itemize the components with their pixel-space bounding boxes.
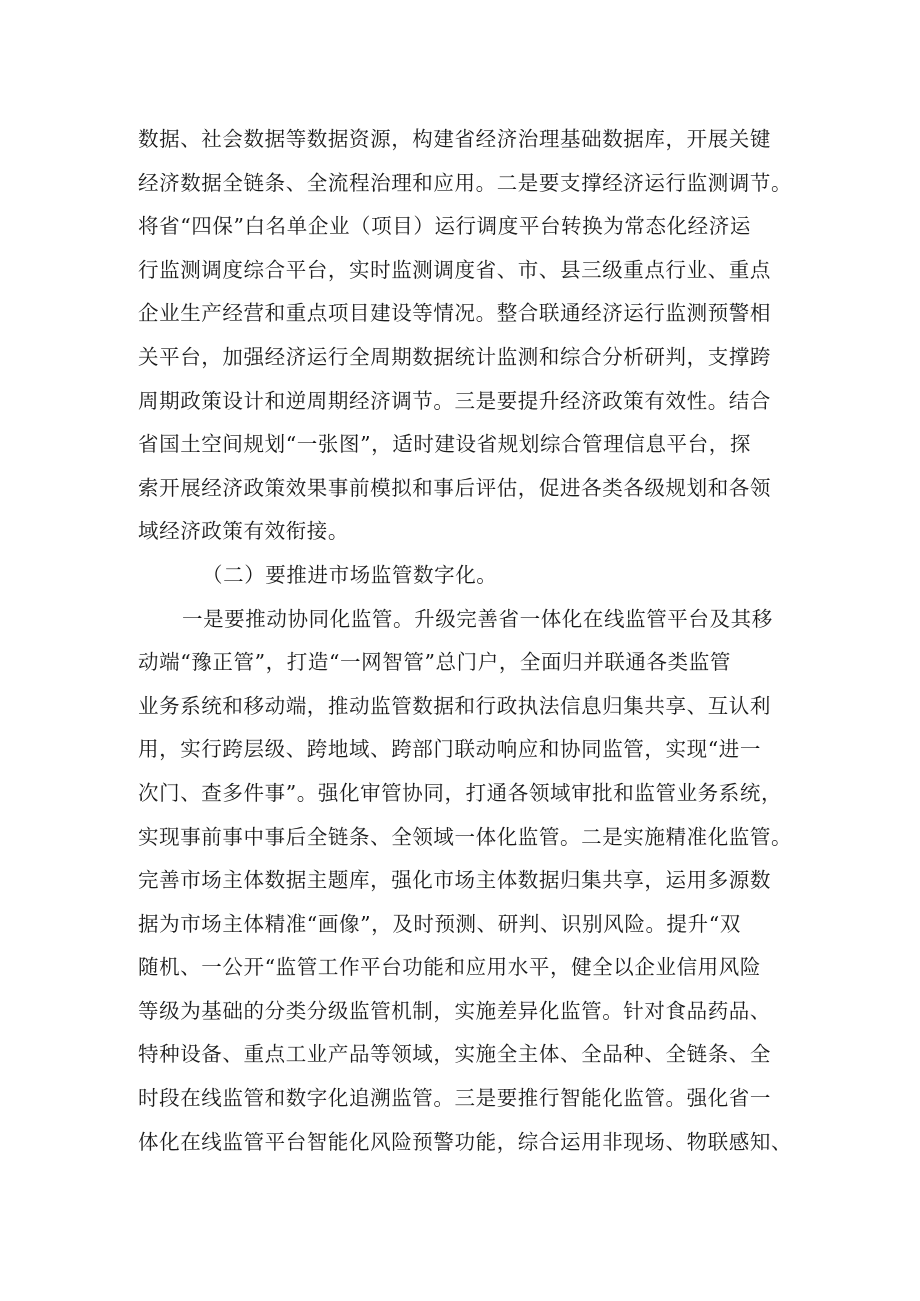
- paragraph-line: 经济数据全链条、全流程治理和应用。二是要支撑经济运行监测调节。: [138, 170, 793, 195]
- paragraph-line: 索开展经济政策效果事前模拟和事后评估，促进各类各级规划和各领: [138, 475, 771, 500]
- document-body: [138, 118, 798, 1164]
- paragraph-line: 行监测调度综合平台，实时监测调度省、市、县三级重点行业、重点: [138, 257, 771, 282]
- paragraph-line: 省国土空间规划“一张图”，适时建设省规划综合管理信息平台，探: [138, 432, 751, 457]
- paragraph-line: 一是要推动协同化监管。升级完善省一体化在线监管平台及其移: [182, 606, 773, 631]
- paragraph-line: 关平台，加强经济运行全周期数据统计监测和综合分析研判，支撑跨: [138, 344, 771, 369]
- paragraph-line: 等级为基础的分类分级监管机制，实施差异化监管。针对食品药品、: [138, 998, 771, 1023]
- paragraph-line: 实现事前事中事后全链条、全领域一体化监管。二是实施精准化监管。: [138, 824, 793, 849]
- paragraph-line: 企业生产经营和重点项目建设等情况。整合联通经济运行监测预警相: [138, 301, 771, 326]
- paragraph-line: 次门、查多件事”。强化审管协同，打通各领域审批和监管业务系统，: [138, 780, 783, 805]
- paragraph-line: 数据、社会数据等数据资源，构建省经济治理基础数据库，开展关键: [138, 127, 771, 151]
- paragraph-line: 将省“四保”白名单企业（项目）运行调度平台转换为常态化经济运: [138, 214, 751, 239]
- paragraph-line: 完善市场主体数据主题库，强化市场主体数据归集共享，运用多源数: [138, 868, 771, 893]
- paragraph-line: 动端“豫正管”，打造“一网智管”总门户，全面归并联通各类监管: [138, 650, 731, 675]
- paragraph-line: 周期政策设计和逆周期经济调节。三是要提升经济政策有效性。结合: [138, 388, 771, 413]
- paragraph-line: 随机、一公开“监管工作平台功能和应用水平，健全以企业信用风险: [138, 955, 761, 980]
- paragraph-line: 域经济政策有效衔接。: [138, 519, 349, 544]
- paragraph-line: 据为市场主体精准“画像”，及时预测、研判、识别风险。提升“双: [138, 911, 741, 936]
- paragraph-line: 时段在线监管和数字化追溯监管。三是要推行智能化监管。强化省一: [138, 1086, 771, 1111]
- paragraph-line: 用，实行跨层级、跨地域、跨部门联动响应和协同监管，实现“进一: [138, 737, 761, 762]
- section-heading: （二）要推进市场监管数字化。: [202, 562, 498, 587]
- paragraph-line: 业务系统和移动端，推动监管数据和行政执法信息归集共享、互认利: [138, 693, 771, 718]
- paragraph-line: 体化在线监管平台智能化风险预警功能，综合运用非现场、物联感知、: [138, 1129, 793, 1154]
- paragraph-line: 特种设备、重点工业产品等领域，实施全主体、全品种、全链条、全: [138, 1042, 771, 1067]
